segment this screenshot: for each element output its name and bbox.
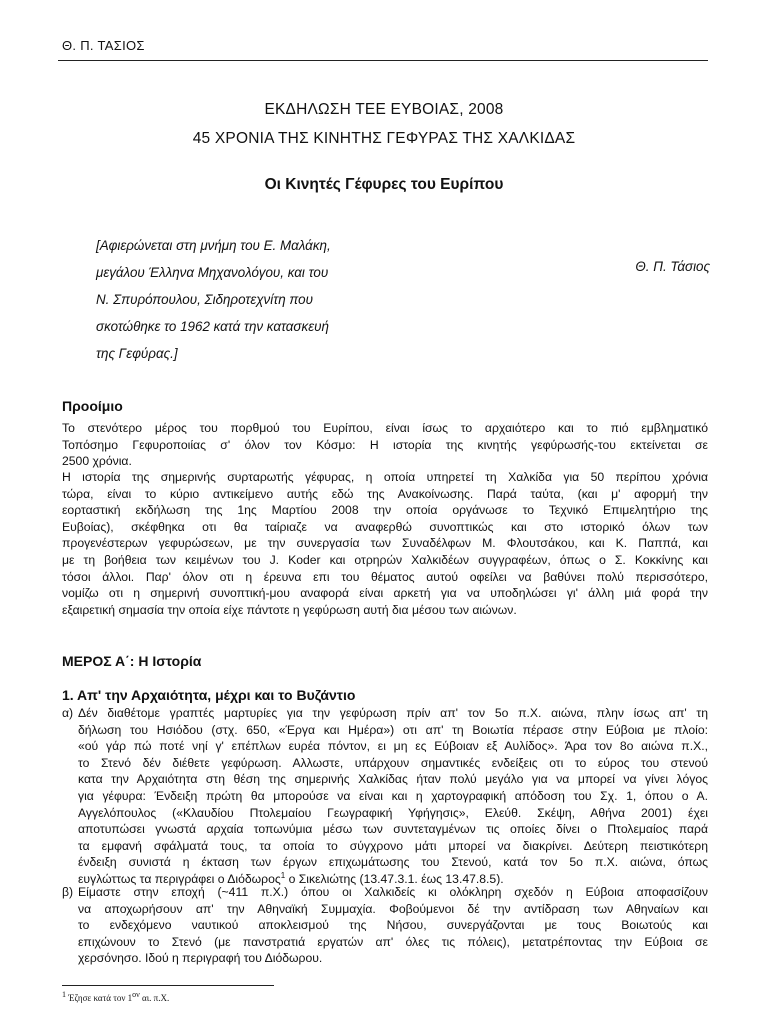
text-line: «ού γάρ πώ ποτέ νηί γ' επέπλων ευρέα πόντον, ει μη ες Εύβοιαν εξ Αυλίδος». Άρα τον 8ο αιώνα π.Χ., (78, 739, 708, 754)
event-title-line2: 45 ΧΡΟΝΙΑ ΤΗΣ ΚΙΝΗΤΗΣ ΓΕΦΥΡΑΣ ΤΗΣ ΧΑΛΚΙΔΑΣ (192, 130, 576, 147)
text-line: ένδειξη συνιστά η έκταση των έργων επιχωμάτωσης του Στενού, κατά τον 5ο π.Χ. αιώνα, όπως (78, 855, 708, 870)
footnote-rule (62, 985, 274, 986)
list-marker: β) (62, 885, 74, 899)
footnote-sup: ον (132, 990, 140, 999)
text-line: εξαιρετική σημασία την οποία είχε πάντοτε η γεφύρωση αυτή δια μέσου των αιώνων. (62, 602, 517, 617)
text-segment: ευγλώττως τα περιγράφει ο Διόδωρος (78, 871, 281, 886)
text-line: Αγγελόπουλος («Κλαυδίου Πτολεμαίου Γεωγραφική Υφήγησις», Ελεύθ. Σκέψη, Αθήνα 2001) έχει (78, 805, 708, 820)
text-line: χερσόνησο. Ιδού η περιγραφή του Διόδωρου. (78, 951, 323, 966)
dedication-line: της Γεφύρας.] (96, 346, 178, 361)
text-line: το Στενό δέν διέθετε γεφύρωση. Αλλωστε, υπάρχουν σημαντικές ενδείξεις οτι το εύρος του στενού (78, 755, 708, 770)
text-line: τόσοι άλλοι. Παρ' όλον οτι η έρευνα επι του θέματος αυτού οφείλει να βαθύνει πολύ περισσότερο, (62, 569, 708, 584)
text-line: δήλωση του Ησιόδου (στχ. 650, «Έργα και Ημέρα») οτι απ' τη Βοιωτία πέρασε στην Εύβοια με πλοίο: (78, 722, 708, 737)
text-line: με τη βοήθεια των κειμένων του J. Koder και οτρηρών Χαλκιδέων συγγραφέων, όπως ο Σ. Κοκκίνης και (62, 552, 708, 567)
list-item-content (78, 705, 708, 888)
text-line: επιχώνουν το Στενό (με πανστρατιά εργατών απ' όλες τις πόλεις), μετατρέποντας την Εύβοια σε (78, 934, 708, 949)
footnote-marker: 1 (62, 990, 66, 999)
text-line: τα εμφανή σφάλματά τους, τα οποία το σύγχρονο μάτι μπορεί να διακρίνει. Δεύτερη πειστικότερη (78, 838, 708, 853)
dedication-line: [Αφιερώνεται στη μνήμη του Ε. Μαλάκη, (96, 238, 331, 253)
footnote-tail: αι. π.Χ. (139, 993, 170, 1003)
text-line: Είμαστε στην εποχή (~411 π.Χ.) όπου οι Χαλκιδείς κι ολόκληρη σχεδόν η Εύβοια αποφασίζουν (78, 885, 708, 899)
text-line: το ενδεχόμενο ναυτικού αποκλεισμού της Νήσου, συνεργάζονται με τους Βοιωτούς και (78, 918, 708, 933)
prologue-paragraph-1 (62, 420, 708, 470)
dedication-line: σκοτώθηκε το 1962 κατά την κατασκευή (96, 319, 329, 334)
section-1-heading: 1. Απ' την Αρχαιότητα, μέχρι και το Βυζάντιο (62, 687, 356, 703)
text-line: για γέφυρα: Ένδειξη πρώτη θα μπορούσε να είναι και η χαρτογραφική απόδοση του Σχ. 1, όπου ο Α. (78, 788, 708, 803)
text-line: εορταστική εκδήλωση της 1ης Μαρτίου 2008 την οποία οργάνωσε το Τεχνικό Επιμελητήριο της (62, 503, 708, 518)
list-item-content (78, 884, 708, 967)
text-line: 2500 χρόνια. (62, 454, 132, 469)
dedication (96, 232, 426, 367)
text-line: να αποχωρήσουν απ' την Αθηναϊκή Συμμαχία. Φοβούμενοι δέ την αντίδραση των Αθηναίων και (78, 901, 708, 916)
text-line: Το στενότερο μέρος του πορθμού του Ευρίπου, είναι ίσως το αρχαιότερο και το πιό εμβληματικό (62, 421, 708, 435)
dedication-line: μεγάλου Έλληνα Μηχανολόγου, και του (96, 265, 329, 280)
text-line: νομίζω οτι η σημερινή συνοπτική-μου αναφορά είναι αρκετή για να υποδηλώσει γι' άλλη μιά φορά την (62, 586, 708, 601)
prologue-paragraph-2 (62, 469, 708, 618)
footnote-text: Έζησε κατά τον 1 (68, 993, 133, 1003)
dedication-line: Ν. Σπυρόπουλου, Σιδηροτεχνίτη που (96, 292, 313, 307)
list-marker: α) (62, 706, 74, 720)
text-line: Τοπόσημο Γεφυροποιίας σ' όλον τον Κόσμο: Η ιστορία της κινητής γεφύρωσής-του εκτείνεται σε (62, 437, 708, 452)
text-segment: ο Σικελιώτης (13.47.3.1. έως 13.47.8.5). (285, 871, 504, 886)
footnote (62, 990, 170, 1003)
text-line: Ευβοίας), σκέφθηκα οτι θα ταίριαζε να αναφερθώ συνοπτικώς και στο ιστορικό όλων των (62, 519, 708, 534)
running-head: Θ. Π. ΤΑΣΙΟΣ (62, 38, 145, 53)
event-title-line1: ΕΚΔΗΛΩΣΗ ΤΕΕ ΕΥΒΟΙΑΣ, 2008 (264, 101, 504, 118)
text-line: αποτυπώσει γνωστά αρχαία τοπωνύμια μέσω των συντεταγμένων τις οποίες δίνει ο Πτολεμαίος παρά (78, 822, 708, 837)
paper-title: Οι Κινητές Γέφυρες του Ευρίπου (264, 176, 504, 193)
prologue-heading: Προοίμιο (62, 398, 123, 414)
author-name: Θ. Π. Τάσιος (635, 259, 710, 274)
part-a-heading: ΜΕΡΟΣ Α΄: Η Ιστορία (62, 653, 202, 669)
text-line: Δέν διαθέτομε γραπτές μαρτυρίες για την γεφύρωση πρίν απ' τον 5ο π.Χ. αιώνα, πλην ίσως απ' τη (78, 706, 708, 720)
text-line: τώρα, είναι το κύριο αντικείμενο αυτής εδώ της Ανακοίνωσης. Παρά ταύτα, (και μ' αφορμή την (62, 486, 708, 501)
text-line: Η ιστορία της σημερινής συρταρωτής γέφυρας, η οποία υπηρετεί τη Χαλκίδα για 50 περίπου χρόνια (62, 470, 708, 484)
text-line: κατα την Αρχαιότητα στη θέση της σημερινής Χαλκίδας ήταν πολύ μεγάλο για να μπορεί να γίνει λόγος (78, 772, 708, 787)
text-line: προγενέστερων γεφυρώσεων, με την συνεργασία των Συναδέλφων Μ. Φλουτσάκου, και Κ. Παππά, και (62, 536, 708, 551)
footnote-reference[interactable]: 1 (280, 870, 286, 880)
header-rule (58, 60, 708, 61)
